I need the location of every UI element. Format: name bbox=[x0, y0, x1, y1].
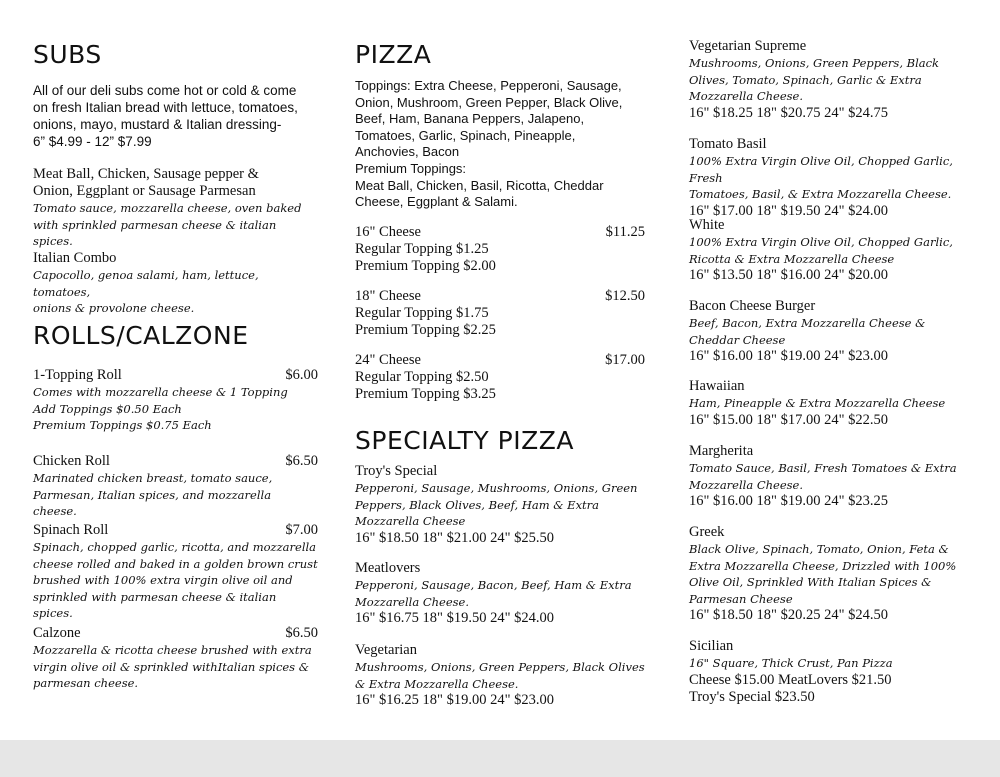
roll-item-1-topping bbox=[33, 367, 318, 434]
item-prices: Troy's Special $23.50 bbox=[689, 688, 815, 705]
pizza-size-16 bbox=[355, 224, 645, 275]
item-description: Comes with mozzarella cheese & 1 Topping Add Toppings $0.50 Each Premium Toppings $0.75 Each bbox=[33, 385, 288, 432]
specialty-heading: SPECIALTY PIZZA bbox=[355, 426, 574, 455]
item-name: Vegetarian bbox=[355, 642, 417, 658]
item-prices: 16" $16.25 18" $19.00 24" $23.00 bbox=[355, 692, 555, 708]
regular-topping-price: Regular Topping $1.25 bbox=[355, 241, 489, 257]
size-price: $11.25 bbox=[605, 224, 645, 240]
item-description: Spinach, chopped garlic, ricotta, and mozzarella cheese rolled and baked in a golden brown crust brushed with 100% extra virgin olive oil and sprinkled with parmesan cheese & italian spices. bbox=[33, 540, 318, 620]
item-name: Meatlovers bbox=[355, 560, 421, 576]
specialty-item-margherita bbox=[689, 443, 974, 510]
item-description: Marinated chicken breast, tomato sauce, Parmesan, Italian spices, and mozzarella cheese. bbox=[33, 471, 273, 518]
pizza-toppings: Toppings: Extra Cheese, Pepperoni, Sausage, Onion, Mushroom, Green Pepper, Black Olive, Beef, Ham, Banana Peppers, Jalapeno, Tomatoes, Garlic, Spinach, Pineapple, Anchovies, Bacon Premium Toppings: Meat Ball, Chicken, Basil, Ricotta, Cheddar Cheese, Eggplant & Salami. bbox=[355, 78, 623, 210]
roll-item-spinach bbox=[33, 522, 318, 622]
item-name: Tomato Basil bbox=[689, 136, 767, 152]
premium-topping-price: Premium Topping $2.00 bbox=[355, 258, 496, 274]
regular-topping-price: Regular Topping $1.75 bbox=[355, 305, 489, 321]
specialty-item-tomato-basil bbox=[689, 136, 974, 220]
item-price: $6.00 bbox=[285, 367, 318, 383]
item-name: White bbox=[689, 217, 725, 233]
item-price: $6.50 bbox=[285, 625, 318, 641]
footer-band bbox=[0, 740, 1000, 777]
item-prices: 16" $18.50 18" $20.25 24" $24.50 bbox=[689, 607, 889, 623]
item-prices: 16" $15.00 18" $17.00 24" $22.50 bbox=[689, 411, 889, 428]
item-description: Beef, Bacon, Extra Mozzarella Cheese & Cheddar Cheese bbox=[689, 316, 926, 347]
item-description: 100% Extra Virgin Olive Oil, Chopped Garlic, Ricotta & Extra Mozzarella Cheese bbox=[689, 235, 953, 266]
specialty-item-hawaiian bbox=[689, 378, 974, 429]
item-name: Meat Ball, Chicken, Sausage pepper & Onion, Eggplant or Sausage Parmesan bbox=[33, 166, 259, 199]
specialty-item-meatlovers bbox=[355, 560, 650, 627]
item-description: 100% Extra Virgin Olive Oil, Chopped Garlic, Fresh Tomatoes, Basil, & Extra Mozzarella Cheese. bbox=[689, 154, 953, 201]
size-name: 16" Cheese bbox=[355, 224, 421, 240]
item-name: 1-Topping Roll bbox=[33, 367, 122, 383]
item-description: Mozzarella & ricotta cheese brushed with extra virgin olive oil & sprinkled withItalian spices & parmesan cheese. bbox=[33, 643, 312, 690]
item-prices: Cheese $15.00 MeatLovers $21.50 bbox=[689, 671, 892, 688]
pizza-size-18 bbox=[355, 288, 645, 339]
specialty-item-greek bbox=[689, 524, 974, 624]
specialty-item-sicilian bbox=[689, 638, 974, 706]
item-description: Ham, Pineapple & Extra Mozzarella Cheese bbox=[689, 396, 946, 410]
item-description: Tomato sauce, mozzarella cheese, oven baked with sprinkled parmesan cheese & italian spices. bbox=[33, 201, 302, 248]
item-description: Black Olive, Spinach, Tomato, Onion, Feta & Extra Mozzarella Cheese, Drizzled with 100% Olive Oil, Sprinkled With Italian Spices & Parmesan Cheese bbox=[689, 542, 957, 606]
item-name: Troy's Special bbox=[355, 463, 438, 479]
item-description: Mushrooms, Onions, Green Peppers, Black Olives, Tomato, Spinach, Garlic & Extra Mozzarella Cheese. bbox=[689, 56, 940, 103]
item-prices: 16" $13.50 18" $16.00 24" $20.00 bbox=[689, 267, 889, 283]
size-price: $17.00 bbox=[605, 352, 645, 368]
item-name: Chicken Roll bbox=[33, 453, 110, 469]
item-name: Bacon Cheese Burger bbox=[689, 298, 816, 314]
premium-topping-price: Premium Topping $3.25 bbox=[355, 386, 496, 402]
regular-topping-price: Regular Topping $2.50 bbox=[355, 369, 489, 385]
premium-topping-price: Premium Topping $2.25 bbox=[355, 322, 496, 338]
item-prices: 16" $18.50 18" $21.00 24" $25.50 bbox=[355, 529, 555, 546]
size-name: 18" Cheese bbox=[355, 288, 421, 304]
size-name: 24" Cheese bbox=[355, 352, 421, 368]
item-name: Spinach Roll bbox=[33, 522, 109, 538]
subs-intro: All of our deli subs come hot or cold & come on fresh Italian bread with lettuce, tomatoes, onions, mayo, mustard & Italian dressing- 6” $4.99 - 12” $7.99 bbox=[33, 83, 298, 149]
item-price: $7.00 bbox=[285, 522, 318, 538]
item-prices: 16" $16.00 18" $19.00 24" $23.25 bbox=[689, 493, 889, 509]
pizza-size-24 bbox=[355, 352, 645, 403]
specialty-item-vegetarian bbox=[355, 642, 650, 709]
item-prices: 16" $16.75 18" $19.50 24" $24.00 bbox=[355, 610, 555, 626]
specialty-item-white bbox=[689, 217, 974, 284]
specialty-item-vegetarian-supreme bbox=[689, 38, 974, 122]
item-prices: 16" $17.00 18" $19.50 24" $24.00 bbox=[689, 202, 889, 219]
item-description: 16" Square, Thick Crust, Pan Pizza bbox=[689, 656, 893, 670]
item-name: Italian Combo bbox=[33, 250, 117, 266]
item-description: Capocollo, genoa salami, ham, lettuce, tomatoes, onions & provolone cheese. bbox=[33, 268, 259, 315]
size-price: $12.50 bbox=[605, 288, 645, 304]
specialty-item-troys-special bbox=[355, 463, 650, 547]
sub-item-italian-combo bbox=[33, 250, 318, 317]
item-description: Mushrooms, Onions, Green Peppers, Black Olives & Extra Mozzarella Cheese. bbox=[355, 660, 645, 691]
roll-item-chicken bbox=[33, 453, 318, 520]
item-name: Calzone bbox=[33, 625, 81, 641]
item-description: Pepperoni, Sausage, Mushrooms, Onions, Green Peppers, Black Olives, Beef, Ham & Extra Mozzarella Cheese bbox=[355, 481, 638, 528]
item-name: Sicilian bbox=[689, 638, 734, 654]
pizza-heading: PIZZA bbox=[355, 40, 432, 69]
item-prices: 16" $16.00 18" $19.00 24" $23.00 bbox=[689, 348, 889, 364]
rolls-heading: ROLLS/CALZONE bbox=[33, 321, 249, 350]
item-description: Tomato Sauce, Basil, Fresh Tomatoes & Extra Mozzarella Cheese. bbox=[689, 461, 957, 492]
item-name: Greek bbox=[689, 524, 725, 540]
sub-item-parmesan bbox=[33, 166, 318, 250]
item-prices: 16" $18.25 18" $20.75 24" $24.75 bbox=[689, 104, 889, 121]
item-name: Margherita bbox=[689, 443, 754, 459]
subs-heading: SUBS bbox=[33, 40, 102, 69]
item-price: $6.50 bbox=[285, 453, 318, 469]
roll-item-calzone bbox=[33, 625, 318, 692]
specialty-item-bacon-cheese-burger bbox=[689, 298, 974, 365]
item-name: Vegetarian Supreme bbox=[689, 38, 807, 54]
item-description: Pepperoni, Sausage, Bacon, Beef, Ham & Extra Mozzarella Cheese. bbox=[355, 578, 632, 609]
item-name: Hawaiian bbox=[689, 378, 745, 394]
